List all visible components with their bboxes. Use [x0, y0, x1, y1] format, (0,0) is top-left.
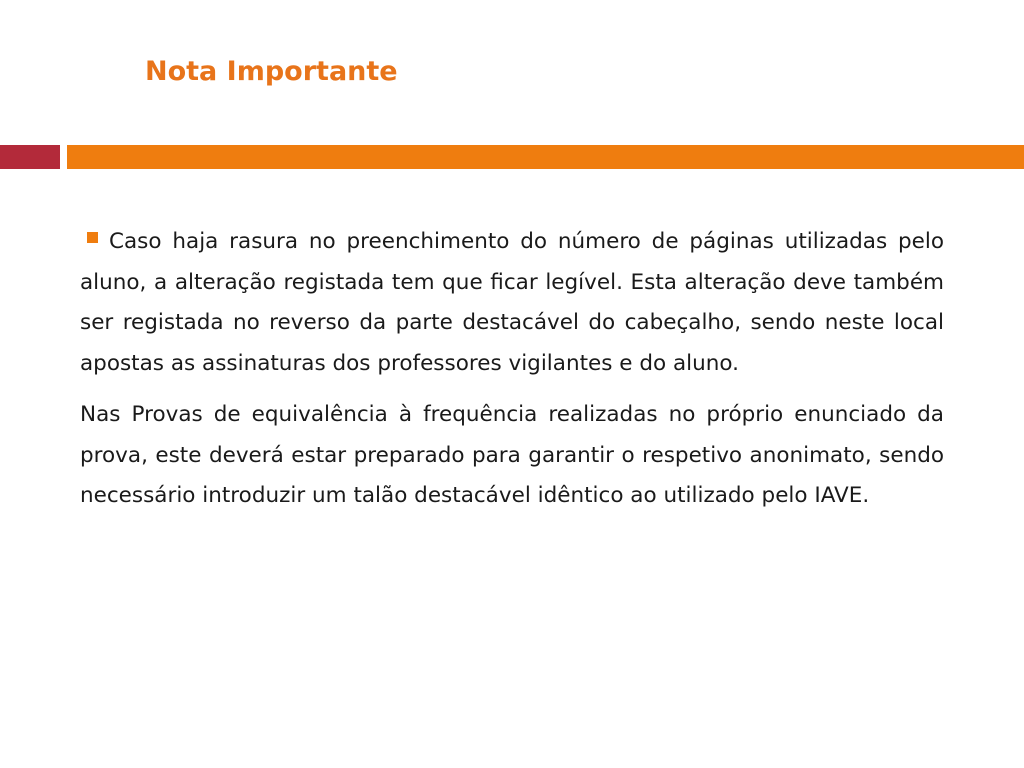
square-bullet-icon — [87, 232, 98, 243]
paragraph-text: Nas Provas de equivalência à frequência realizadas no próprio enunciado da prova, este deverá estar preparado para garantir o respetivo anonimato, sendo necessário introduzir um talão destacável idêntico ao utilizado pelo IAVE. — [80, 402, 944, 508]
paragraph — [80, 395, 944, 517]
paragraph-text: Caso haja rasura no preenchimento do número de páginas utilizadas pelo aluno, a alteração registada tem que ficar legível. Esta alteração deve também ser registada no reverso da parte destacável do cabeçalho, sendo neste local apostas as assinaturas dos professores vigilantes e do aluno. — [80, 229, 944, 376]
slide-body — [80, 222, 944, 517]
bullet-paragraph — [80, 222, 944, 384]
slide-title: Nota Importante — [145, 56, 398, 87]
header-band — [67, 145, 1024, 169]
header-band-accent — [0, 145, 60, 169]
